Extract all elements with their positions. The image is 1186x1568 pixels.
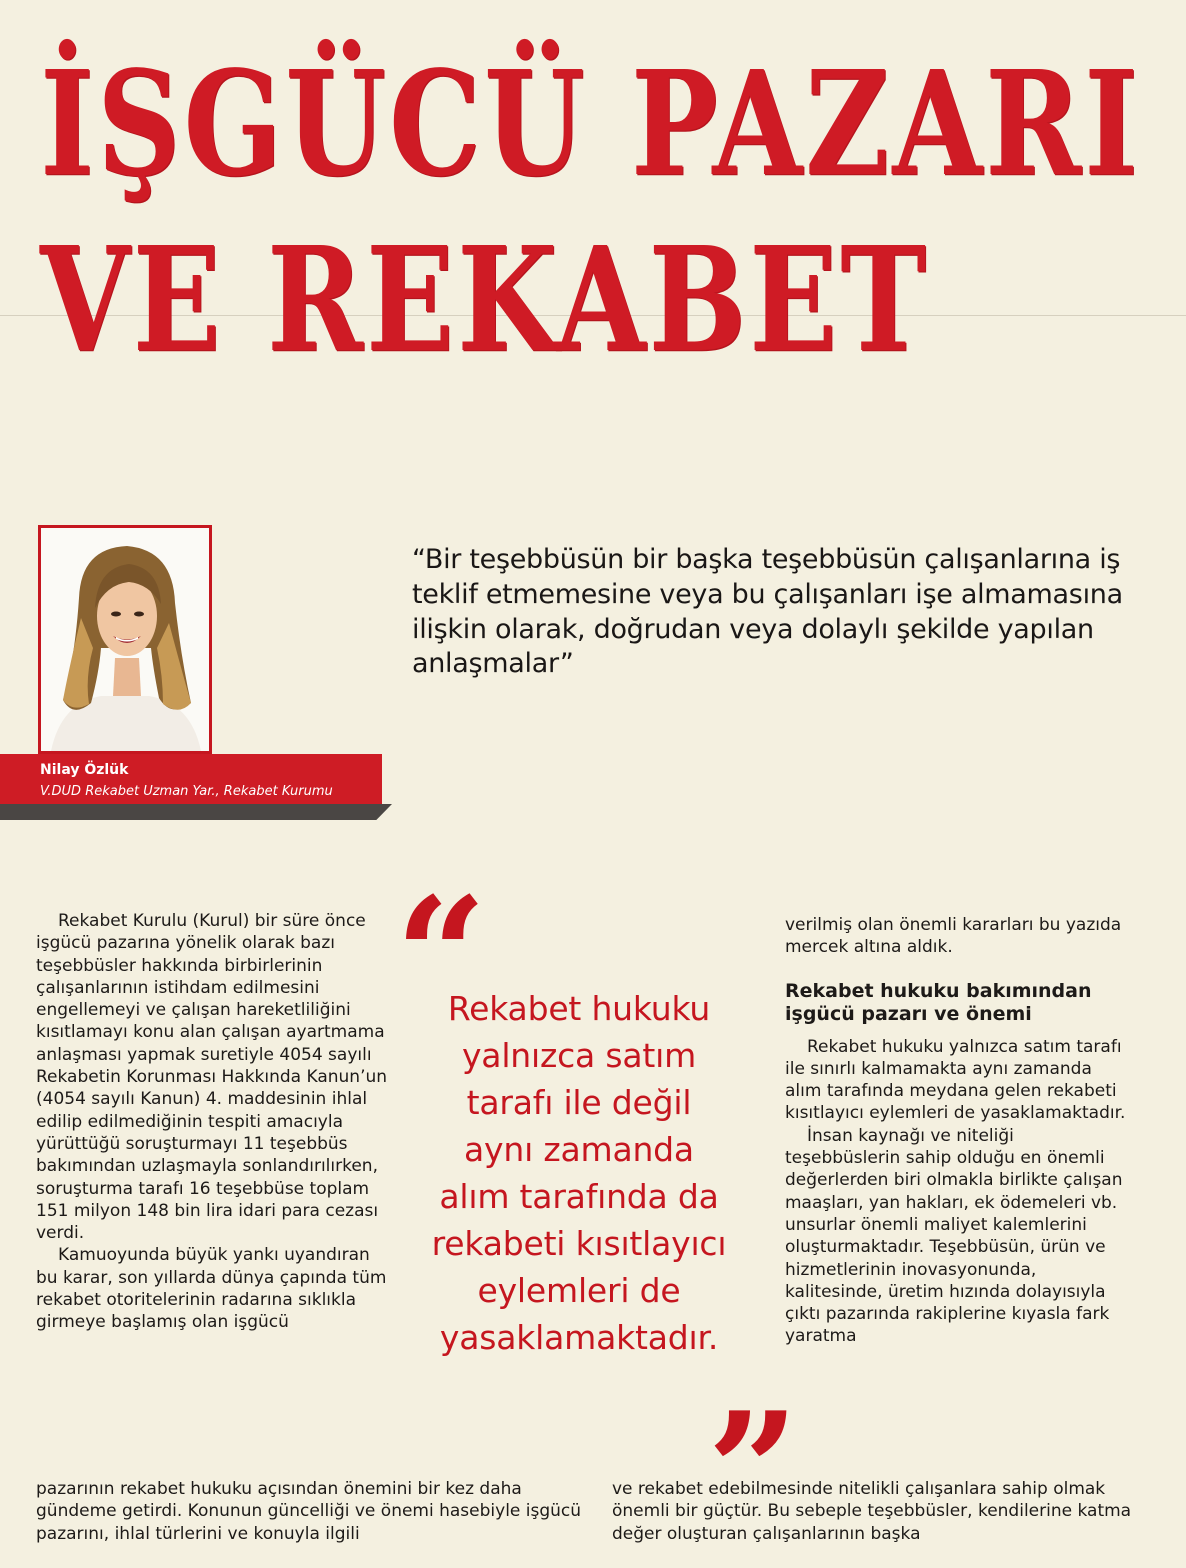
body-paragraph: Rekabet Kurulu (Kurul) bir süre önce işgücü pazarına yönelik olarak bazı teşebbüsler hakkında birbirlerinin çalışanlarının istihdam edilmesini engellemeyi ve çalışan hareketliliğini kısıtlamayı konu alan çalışan ayartmama anlaşması yapmak suretiyle 4054 sayılı Rekabetin Korunması Hakkında Kanun’un (4054 sayılı Kanun) 4. maddesinin ihlal edilip edilmediğinin tespiti amacıyla yürüttüğü soruşturmayı 11 teşebbüs bakımından uzlaşmayla sonlandırılırken, soruşturma tarafı 16 teşebbüse toplam 151 milyon 148 bin lira idari para cezası verdi. (36, 911, 388, 1244)
open-quote-mark: “ (395, 862, 488, 1050)
body-paragraph: pazarının rekabet hukuku açısından önemini bir kez daha gündeme getirdi. Konunun güncelliği ve önemi hasebiyle işgücü pazarını, ihlal türlerini ve konuyla ilgili (36, 1479, 582, 1544)
body-continuation-left (36, 1478, 596, 1545)
article-title-line-2: VE REKABET (40, 214, 930, 385)
pull-quote-line: aynı zamanda (464, 1130, 694, 1169)
section-subheading: Rekabet hukuku bakımından işgücü pazarı ve önemi (785, 979, 1092, 1025)
pull-quote-line: yasaklamaktadır. (439, 1318, 719, 1357)
author-role: V.DUD Rekabet Uzman Yar., Rekabet Kurumu (40, 784, 333, 799)
pull-quote-line: yalnızca satım (461, 1036, 697, 1075)
body-paragraph: Kamuoyunda büyük yankı uyandıran bu karar, son yıllarda dünya çapında tüm rekabet otoritelerinin radarına sıklıkla girmeye başlamış olan işgücü (36, 1245, 387, 1333)
body-paragraph: verilmiş olan önemli kararları bu yazıda mercek altına aldık. (785, 915, 1122, 958)
author-name: Nilay Özlük (40, 762, 129, 778)
body-continuation-right (612, 1478, 1137, 1545)
pull-quote-line: eylemleri de (477, 1271, 681, 1310)
close-quote-mark: ” (707, 1377, 800, 1565)
author-photo (38, 525, 212, 754)
body-paragraph: ve rekabet edebilmesinde nitelikli çalışanlara sahip olmak önemli bir güçtür. Bu sebeple teşebbüsler, kendilerine katma değer oluşturan çalışanlarının başka (612, 1479, 1132, 1544)
author-banner (0, 754, 400, 820)
pull-quote (398, 985, 760, 1361)
pull-quote-line: tarafı ile değil (466, 1083, 692, 1122)
body-paragraph: Rekabet hukuku yalnızca satım tarafı ile sınırlı kalmamakta aynı zamanda alım tarafında meydana gelen rekabeti kısıtlayıcı eylemleri de yasaklamaktadır. (785, 1036, 1126, 1124)
body-paragraph: İnsan kaynağı ve niteliği teşebbüslerin sahip olduğu en önemli değerlerden biri olmakla birlikte çalışan maaşları, yan hakları, ek ödemeleri vb. unsurlar önemli maliyet kalemlerini oluşturmaktadır. Teşebbüsün, ürün ve hizmetlerinin inovasyonunda, kalitesinde, üretim hızında dolayısıyla çıktı pazarında rakiplerine kıyasla fark yaratma (785, 1125, 1123, 1347)
pull-quote-line: rekabeti kısıtlayıcı (431, 1224, 727, 1263)
banner-bar (0, 754, 382, 804)
author-portrait-illustration (41, 528, 209, 751)
body-column-left (36, 910, 396, 1334)
body-column-right (785, 914, 1130, 1348)
banner-shadow (0, 804, 392, 820)
highlight-quote: “Bir teşebbüsün bir başka teşebbüsün çalışanlarına iş teklif etmemesine veya bu çalışanları işe almamasına ilişkin olarak, doğrudan veya dolaylı şekilde yapılan anlaşmalar” (412, 544, 1123, 680)
article-title-line-1: İŞGÜCÜ PAZARI (40, 38, 1142, 209)
pull-quote-line: Rekabet hukuku (447, 989, 711, 1028)
pull-quote-line: alım tarafında da (439, 1177, 719, 1216)
